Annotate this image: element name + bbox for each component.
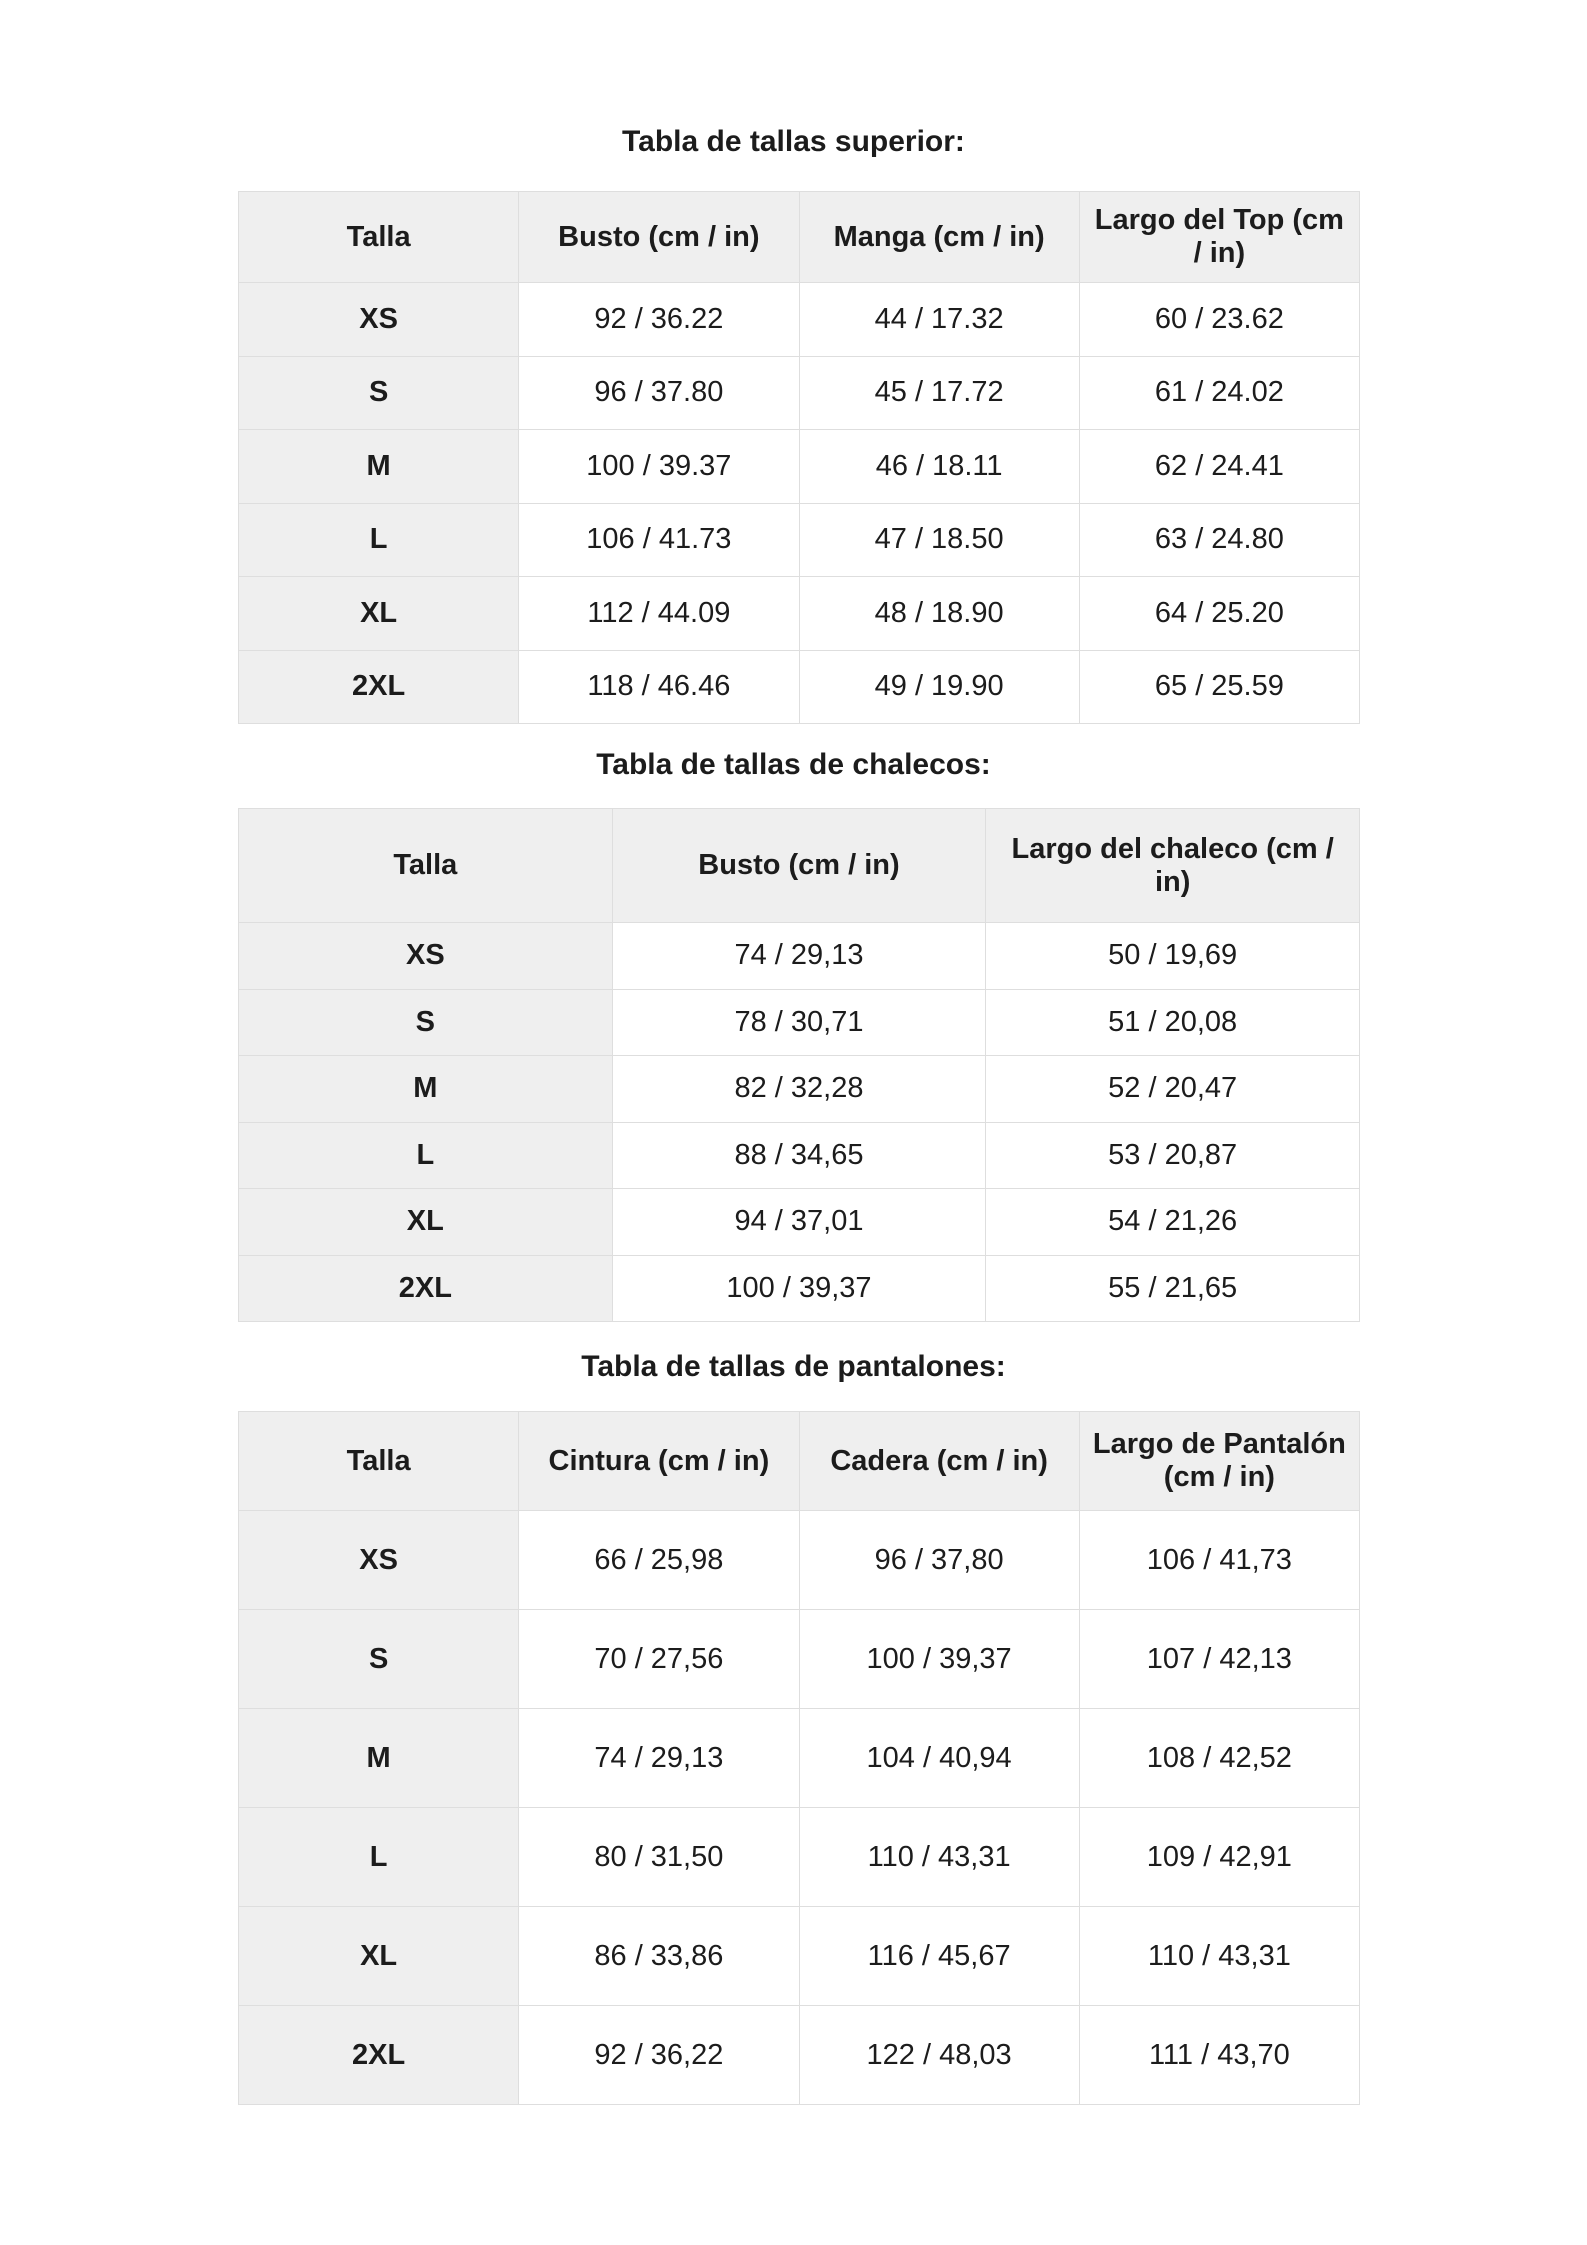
- column-header: Largo del chaleco (cm / in): [986, 809, 1360, 923]
- table-cell: 64 / 25.20: [1079, 577, 1359, 651]
- size-label: L: [239, 503, 519, 577]
- table-cell: 106 / 41.73: [519, 503, 799, 577]
- size-label: 2XL: [239, 650, 519, 724]
- table-cell: 63 / 24.80: [1079, 503, 1359, 577]
- size-label: 2XL: [239, 2006, 519, 2105]
- table-cell: 45 / 17.72: [799, 356, 1079, 430]
- column-header: Talla: [239, 1412, 519, 1511]
- table-cell: 88 / 34,65: [612, 1122, 986, 1189]
- table-row: [239, 577, 1360, 651]
- column-header: Manga (cm / in): [799, 192, 1079, 283]
- table-cell: 55 / 21,65: [986, 1255, 1360, 1322]
- size-label: L: [239, 1122, 613, 1189]
- size-label: M: [239, 1056, 613, 1123]
- table-cell: 62 / 24.41: [1079, 430, 1359, 504]
- table-cell: 53 / 20,87: [986, 1122, 1360, 1189]
- size-label: XL: [239, 1189, 613, 1256]
- size-label: XL: [239, 577, 519, 651]
- table-cell: 100 / 39,37: [799, 1610, 1079, 1709]
- size-label: M: [239, 1709, 519, 1808]
- table-row: [239, 1122, 1360, 1189]
- column-header: Talla: [239, 809, 613, 923]
- table-cell: 107 / 42,13: [1079, 1610, 1359, 1709]
- table-header-row: [239, 1412, 1360, 1511]
- table-cell: 61 / 24.02: [1079, 356, 1359, 430]
- table-cell: 122 / 48,03: [799, 2006, 1079, 2105]
- table-cell: 54 / 21,26: [986, 1189, 1360, 1256]
- column-header: Largo de Pantalón (cm / in): [1079, 1412, 1359, 1511]
- table-row: [239, 503, 1360, 577]
- tops-table-title: Tabla de tallas superior:: [622, 125, 965, 158]
- table-cell: 100 / 39,37: [612, 1255, 986, 1322]
- column-header: Busto (cm / in): [612, 809, 986, 923]
- table-cell: 48 / 18.90: [799, 577, 1079, 651]
- table-row: [239, 650, 1360, 724]
- column-header: Cadera (cm / in): [799, 1412, 1079, 1511]
- size-label: XS: [239, 283, 519, 357]
- table-row: [239, 1511, 1360, 1610]
- table-row: [239, 989, 1360, 1056]
- table-row: [239, 283, 1360, 357]
- table-cell: 118 / 46.46: [519, 650, 799, 724]
- column-header: Busto (cm / in): [519, 192, 799, 283]
- pants-table-title: Tabla de tallas de pantalones:: [581, 1350, 1006, 1383]
- pants-size-table: [238, 1411, 1360, 2105]
- table-cell: 112 / 44.09: [519, 577, 799, 651]
- table-header-row: [239, 809, 1360, 923]
- size-label: M: [239, 430, 519, 504]
- size-label: XL: [239, 1907, 519, 2006]
- table-cell: 106 / 41,73: [1079, 1511, 1359, 1610]
- table-row: [239, 430, 1360, 504]
- size-label: XS: [239, 1511, 519, 1610]
- table-cell: 50 / 19,69: [986, 923, 1360, 990]
- table-cell: 44 / 17.32: [799, 283, 1079, 357]
- size-label: 2XL: [239, 1255, 613, 1322]
- table-cell: 109 / 42,91: [1079, 1808, 1359, 1907]
- table-cell: 47 / 18.50: [799, 503, 1079, 577]
- table-cell: 92 / 36.22: [519, 283, 799, 357]
- table-cell: 110 / 43,31: [1079, 1907, 1359, 2006]
- table-cell: 52 / 20,47: [986, 1056, 1360, 1123]
- column-header: Largo del Top (cm / in): [1079, 192, 1359, 283]
- table-cell: 94 / 37,01: [612, 1189, 986, 1256]
- table-cell: 78 / 30,71: [612, 989, 986, 1056]
- table-cell: 51 / 20,08: [986, 989, 1360, 1056]
- size-label: S: [239, 356, 519, 430]
- table-row: [239, 1907, 1360, 2006]
- table-cell: 116 / 45,67: [799, 1907, 1079, 2006]
- table-cell: 74 / 29,13: [612, 923, 986, 990]
- table-cell: 96 / 37,80: [799, 1511, 1079, 1610]
- table-row: [239, 1056, 1360, 1123]
- column-header: Talla: [239, 192, 519, 283]
- table-row: [239, 356, 1360, 430]
- table-cell: 86 / 33,86: [519, 1907, 799, 2006]
- table-row: [239, 1255, 1360, 1322]
- table-cell: 65 / 25.59: [1079, 650, 1359, 724]
- table-cell: 49 / 19.90: [799, 650, 1079, 724]
- table-cell: 70 / 27,56: [519, 1610, 799, 1709]
- table-header-row: [239, 192, 1360, 283]
- column-header: Cintura (cm / in): [519, 1412, 799, 1511]
- table-row: [239, 2006, 1360, 2105]
- size-label: S: [239, 989, 613, 1056]
- table-cell: 74 / 29,13: [519, 1709, 799, 1808]
- table-row: [239, 923, 1360, 990]
- table-cell: 100 / 39.37: [519, 430, 799, 504]
- vests-table-title: Tabla de tallas de chalecos:: [596, 748, 991, 781]
- table-cell: 110 / 43,31: [799, 1808, 1079, 1907]
- vests-size-table: [238, 808, 1360, 1322]
- table-cell: 108 / 42,52: [1079, 1709, 1359, 1808]
- size-label: XS: [239, 923, 613, 990]
- table-cell: 82 / 32,28: [612, 1056, 986, 1123]
- table-cell: 104 / 40,94: [799, 1709, 1079, 1808]
- tops-size-table: [238, 191, 1360, 724]
- table-row: [239, 1610, 1360, 1709]
- table-cell: 60 / 23.62: [1079, 283, 1359, 357]
- table-cell: 46 / 18.11: [799, 430, 1079, 504]
- table-row: [239, 1808, 1360, 1907]
- table-cell: 80 / 31,50: [519, 1808, 799, 1907]
- table-cell: 111 / 43,70: [1079, 2006, 1359, 2105]
- table-row: [239, 1189, 1360, 1256]
- table-cell: 96 / 37.80: [519, 356, 799, 430]
- size-label: S: [239, 1610, 519, 1709]
- table-cell: 92 / 36,22: [519, 2006, 799, 2105]
- table-cell: 66 / 25,98: [519, 1511, 799, 1610]
- table-row: [239, 1709, 1360, 1808]
- size-label: L: [239, 1808, 519, 1907]
